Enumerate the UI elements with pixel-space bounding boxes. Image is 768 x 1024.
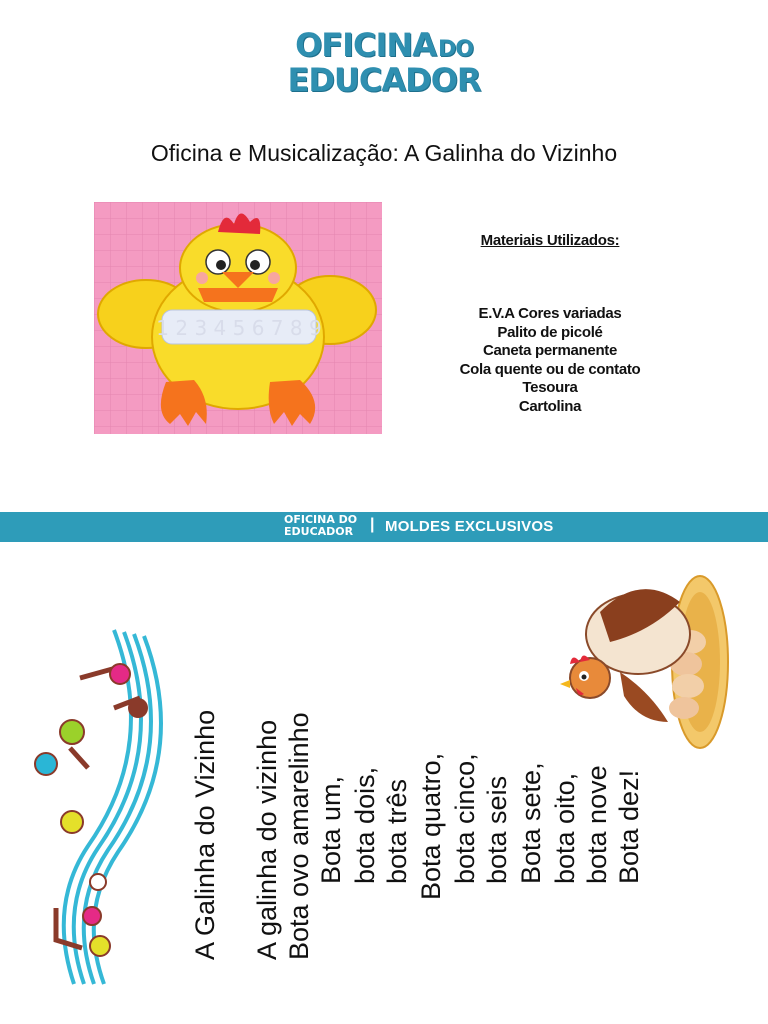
song-line: A galinha do vizinho (252, 719, 282, 960)
page-title: Oficina e Musicalização: A Galinha do Vizinho (150, 140, 618, 166)
banner (0, 512, 768, 542)
hen-on-nest-icon (550, 572, 730, 752)
materials-list (440, 305, 660, 416)
materials-item: E.V.A Cores variadas (478, 305, 622, 322)
banner-separator: | (370, 516, 375, 533)
logo-word-oficina: OFICINA (295, 26, 436, 64)
materials-item: Cartolina (518, 397, 582, 415)
banner-text: MOLDES EXCLUSIVOS (385, 518, 554, 535)
song-title: A Galinha do Vizinho (190, 709, 220, 960)
song-line: Bota ovo amarelinho (284, 712, 314, 960)
song-line: bota dois, (350, 766, 380, 884)
banner-logo-line1: OFICINA DO (284, 513, 358, 526)
song-line: bota cinco, (450, 753, 480, 884)
materials-item: Tesoura (522, 379, 578, 396)
song-line: bota nove (582, 765, 612, 884)
materials-item: Caneta permanente (482, 342, 618, 359)
brand-logo (0, 26, 768, 99)
song-line: bota oito, (550, 772, 580, 884)
materials-section (440, 232, 660, 416)
chick-craft-image (94, 202, 382, 434)
materials-heading: Materiais Utilizados: (480, 232, 620, 249)
song-line: Bota um, (316, 775, 346, 884)
music-notes-icon (28, 628, 168, 988)
song-line: bota seis (482, 775, 512, 884)
song-line: bota três (382, 778, 412, 884)
banner-logo-line2: EDUCADOR (284, 525, 354, 538)
song-line: Bota quatro, (416, 752, 446, 900)
logo-word-educador: EDUCADOR (287, 61, 481, 99)
materials-item: Cola quente ou de contato (459, 360, 641, 378)
svg-text:1 2 3 4 5 6 7 8 9: 1 2 3 4 5 6 7 8 9 (156, 316, 322, 340)
logo-word-do: DO (437, 37, 473, 62)
song-line: Bota dez! (614, 769, 644, 884)
materials-item: Palito de picolé (497, 323, 603, 341)
banner-logo (284, 514, 357, 538)
song-line: Bota sete, (516, 762, 546, 884)
